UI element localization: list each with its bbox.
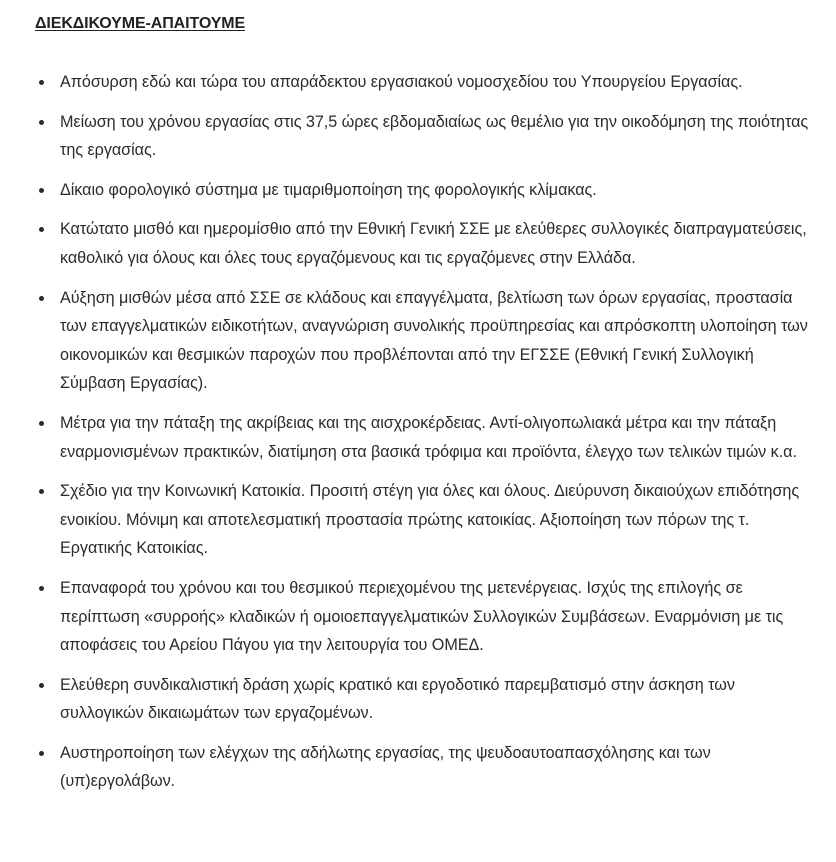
list-item-text: Δίκαιο φορολογικό σύστημα με τιμαριθμοποίηση της φορολογικής κλίμακας. xyxy=(60,180,597,199)
bullet-icon xyxy=(39,751,44,756)
bullet-icon xyxy=(39,80,44,85)
list-item-text: Αυστηροποίηση των ελέγχων της αδήλωτης εργασίας, της ψευδοαυτοαπασχόλησης και των (υπ)εργολάβων. xyxy=(60,743,711,791)
list-item-text: Σχέδιο για την Κοινωνική Κατοικία. Προσιτή στέγη για όλες και όλους. Διεύρυνση δικαιούχων επιδότησης ενοικίου. Μόνιμη και αποτελεσματική προστασία πρώτης κατοικίας. Αξιοποίηση των πόρων της τ. Εργατικής Κατοικίας. xyxy=(60,482,800,558)
list-item-text: Αύξηση μισθών μέσα από ΣΣΕ σε κλάδους και επαγγέλματα, βελτίωση των όρων εργασίας, προστασία των επαγγελματικών ειδικοτήτων, αναγνώριση συνολικής προϋπηρεσίας και απρόσκοπτη υλοποίηση των οικονομικών και θεσμικών παροχών που προβλέπονται από την ΕΓΣΣΕ (Εθνική Γενική Συλλογική Σύμβαση Εργασίας). xyxy=(60,288,808,393)
list-item-text: Επαναφορά του χρόνου και του θεσμικού περιεχομένου της μετενέργειας. Ισχύς της επιλογής σε περίπτωση «συρροής» κλαδικών ή ομοιοεπαγγελματικών Συλλογικών Συμβάσεων. Εναρμόνιση με τις αποφάσεις του Αρείου Πάγου για την λειτουργία του ΟΜΕΔ. xyxy=(60,578,784,655)
list-item-text: Μέτρα για την πάταξη της ακρίβειας και της αισχροκέρδειας. Αντί-ολιγοπωλιακά μέτρα και την πάταξη εναρμονισμένων πρακτικών, διατίμηση στα βασικά τρόφιμα και προϊόντα, έλεγχο των τελικών τιμών κ.α. xyxy=(60,413,797,461)
bullet-icon xyxy=(39,227,44,232)
list-item-text: Κατώτατο μισθό και ημερομίσθιο από την Εθνική Γενική ΣΣΕ με ελεύθερες συλλογικές διαπραγματεύσεις, καθολικό για όλους και όλες τους εργαζόμενους και τις εργαζόμενες στην Ελλάδα. xyxy=(60,220,807,267)
bullet-icon xyxy=(39,421,44,426)
bullet-icon xyxy=(39,489,44,494)
list-item xyxy=(35,574,815,660)
list-item-text: Μείωση του χρόνου εργασίας στις 37,5 ώρες εβδομαδιαίως ως θεμέλιο για την οικοδόμηση της ποιότητας της εργασίας. xyxy=(60,112,809,160)
list-item xyxy=(35,671,815,728)
bullet-icon xyxy=(39,683,44,688)
list-item xyxy=(35,215,815,272)
bullet-icon xyxy=(39,296,44,301)
list-item-text: Απόσυρση εδώ και τώρα του απαράδεκτου εργασιακού νομοσχεδίου του Υπουργείου Εργασίας. xyxy=(60,73,743,91)
list-item xyxy=(35,68,815,97)
list-item xyxy=(35,284,815,398)
bullet-icon xyxy=(39,188,44,193)
list-item xyxy=(35,477,815,563)
list-item-text: Ελεύθερη συνδικαλιστική δράση χωρίς κρατικό και εργοδοτικό παρεμβατισμό στην άσκηση των συλλογικών δικαιωμάτων των εργαζομένων. xyxy=(60,675,735,723)
list-item xyxy=(35,108,815,165)
bullet-icon xyxy=(39,586,44,591)
demands-list xyxy=(35,68,815,796)
bullet-icon xyxy=(39,120,44,125)
list-item xyxy=(35,176,815,205)
list-item xyxy=(35,409,815,466)
section-heading: ΔΙΕΚΔΙΚΟΥΜΕ-ΑΠΑΙΤΟΥΜΕ xyxy=(35,15,246,32)
list-item xyxy=(35,739,815,796)
